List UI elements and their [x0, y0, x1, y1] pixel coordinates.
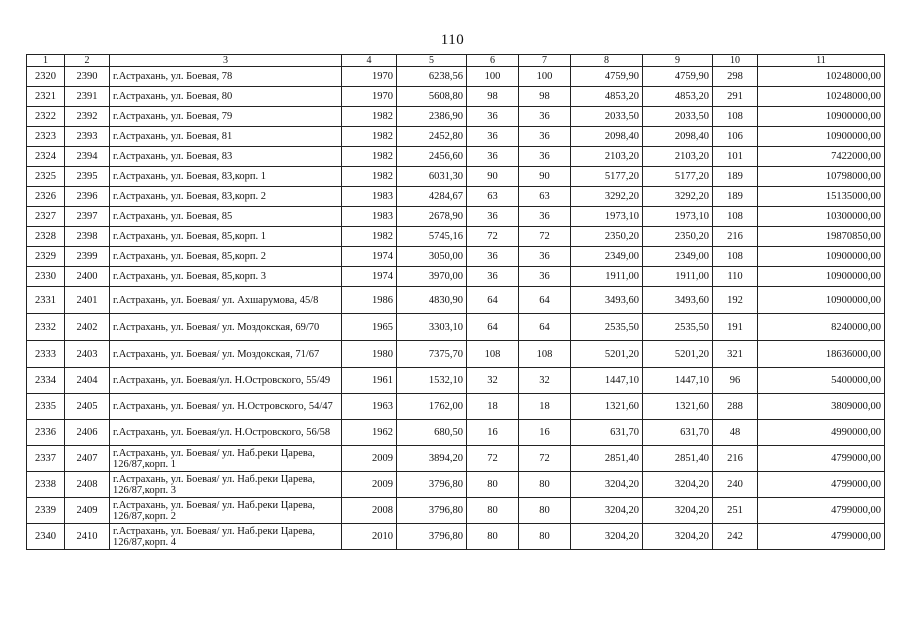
- total-area-cell: 2678,90: [397, 207, 467, 227]
- amount-cell: 10248000,00: [758, 87, 885, 107]
- row-number-cell: 2320: [27, 67, 65, 87]
- living-area-2-cell: 4853,20: [643, 87, 713, 107]
- apartments-count-cell: 72: [519, 446, 571, 472]
- table-row: [27, 227, 885, 247]
- row-number-cell: 2335: [27, 394, 65, 420]
- address-cell: г.Астрахань, ул. Боевая/ул. Н.Островского, 55/49: [110, 368, 342, 394]
- address-cell: г.Астрахань, ул. Боевая/ ул. Н.Островского, 54/47: [110, 394, 342, 420]
- residents-cell: 189: [713, 187, 758, 207]
- row-number-cell: 2328: [27, 227, 65, 247]
- row-number-cell: 2331: [27, 287, 65, 314]
- living-area-2-cell: 3493,60: [643, 287, 713, 314]
- total-area-cell: 7375,70: [397, 341, 467, 368]
- living-area-2-cell: 1321,60: [643, 394, 713, 420]
- registry-number-cell: 2391: [65, 87, 110, 107]
- table-row: [27, 341, 885, 368]
- table-row: [27, 107, 885, 127]
- residents-cell: 298: [713, 67, 758, 87]
- living-area-cell: 631,70: [571, 420, 643, 446]
- housing-registry-table: [26, 54, 885, 550]
- registry-number-cell: 2401: [65, 287, 110, 314]
- column-header: 6: [467, 55, 519, 67]
- table-row: [27, 207, 885, 227]
- living-area-cell: 1321,60: [571, 394, 643, 420]
- address-cell: г.Астрахань, ул. Боевая/ ул. Наб.реки Царева, 126/87,корп. 2: [110, 498, 342, 524]
- apartments-cell: 80: [467, 524, 519, 550]
- amount-cell: 4799000,00: [758, 524, 885, 550]
- apartments-cell: 36: [467, 107, 519, 127]
- registry-number-cell: 2407: [65, 446, 110, 472]
- address-cell: г.Астрахань, ул. Боевая, 81: [110, 127, 342, 147]
- residents-cell: 288: [713, 394, 758, 420]
- living-area-cell: 3493,60: [571, 287, 643, 314]
- address-cell: г.Астрахань, ул. Боевая, 85,корп. 1: [110, 227, 342, 247]
- apartments-count-cell: 36: [519, 127, 571, 147]
- year-cell: 1965: [342, 314, 397, 341]
- total-area-cell: 2452,80: [397, 127, 467, 147]
- apartments-cell: 100: [467, 67, 519, 87]
- year-cell: 1970: [342, 67, 397, 87]
- apartments-cell: 16: [467, 420, 519, 446]
- apartments-count-cell: 16: [519, 420, 571, 446]
- year-cell: 1961: [342, 368, 397, 394]
- row-number-cell: 2325: [27, 167, 65, 187]
- year-cell: 1970: [342, 87, 397, 107]
- registry-number-cell: 2405: [65, 394, 110, 420]
- registry-number-cell: 2394: [65, 147, 110, 167]
- living-area-2-cell: 3204,20: [643, 524, 713, 550]
- row-number-cell: 2336: [27, 420, 65, 446]
- year-cell: 1980: [342, 341, 397, 368]
- year-cell: 2009: [342, 446, 397, 472]
- living-area-cell: 3204,20: [571, 472, 643, 498]
- total-area-cell: 6031,30: [397, 167, 467, 187]
- residents-cell: 251: [713, 498, 758, 524]
- row-number-cell: 2337: [27, 446, 65, 472]
- registry-number-cell: 2406: [65, 420, 110, 446]
- living-area-cell: 1973,10: [571, 207, 643, 227]
- living-area-2-cell: 2103,20: [643, 147, 713, 167]
- column-header: 4: [342, 55, 397, 67]
- total-area-cell: 3796,80: [397, 498, 467, 524]
- apartments-cell: 36: [467, 247, 519, 267]
- apartments-cell: 108: [467, 341, 519, 368]
- column-header: 7: [519, 55, 571, 67]
- address-cell: г.Астрахань, ул. Боевая, 78: [110, 67, 342, 87]
- apartments-count-cell: 36: [519, 107, 571, 127]
- apartments-count-cell: 36: [519, 147, 571, 167]
- total-area-cell: 680,50: [397, 420, 467, 446]
- year-cell: 1982: [342, 167, 397, 187]
- residents-cell: 189: [713, 167, 758, 187]
- apartments-cell: 72: [467, 227, 519, 247]
- living-area-2-cell: 3292,20: [643, 187, 713, 207]
- row-number-cell: 2329: [27, 247, 65, 267]
- column-header: 1: [27, 55, 65, 67]
- row-number-cell: 2339: [27, 498, 65, 524]
- apartments-count-cell: 64: [519, 287, 571, 314]
- residents-cell: 101: [713, 147, 758, 167]
- address-cell: г.Астрахань, ул. Боевая, 83,корп. 2: [110, 187, 342, 207]
- apartments-count-cell: 80: [519, 472, 571, 498]
- address-cell: г.Астрахань, ул. Боевая/ ул. Ахшарумова, 45/8: [110, 287, 342, 314]
- total-area-cell: 2386,90: [397, 107, 467, 127]
- header-row: [27, 55, 885, 67]
- amount-cell: 10248000,00: [758, 67, 885, 87]
- year-cell: 1982: [342, 227, 397, 247]
- living-area-cell: 2033,50: [571, 107, 643, 127]
- table-row: [27, 67, 885, 87]
- year-cell: 1962: [342, 420, 397, 446]
- living-area-2-cell: 2535,50: [643, 314, 713, 341]
- amount-cell: 4799000,00: [758, 498, 885, 524]
- table-row: [27, 147, 885, 167]
- registry-number-cell: 2390: [65, 67, 110, 87]
- residents-cell: 191: [713, 314, 758, 341]
- table-row: [27, 368, 885, 394]
- table-row: [27, 267, 885, 287]
- year-cell: 1982: [342, 107, 397, 127]
- living-area-cell: 2851,40: [571, 446, 643, 472]
- apartments-cell: 80: [467, 498, 519, 524]
- registry-number-cell: 2398: [65, 227, 110, 247]
- total-area-cell: 6238,56: [397, 67, 467, 87]
- residents-cell: 108: [713, 247, 758, 267]
- total-area-cell: 4830,90: [397, 287, 467, 314]
- address-cell: г.Астрахань, ул. Боевая, 80: [110, 87, 342, 107]
- row-number-cell: 2338: [27, 472, 65, 498]
- row-number-cell: 2327: [27, 207, 65, 227]
- registry-number-cell: 2410: [65, 524, 110, 550]
- amount-cell: 4990000,00: [758, 420, 885, 446]
- year-cell: 1982: [342, 147, 397, 167]
- total-area-cell: 5745,16: [397, 227, 467, 247]
- table-row: [27, 314, 885, 341]
- column-header: 5: [397, 55, 467, 67]
- residents-cell: 291: [713, 87, 758, 107]
- address-cell: г.Астрахань, ул. Боевая, 83,корп. 1: [110, 167, 342, 187]
- column-header: 3: [110, 55, 342, 67]
- column-header: 10: [713, 55, 758, 67]
- apartments-count-cell: 80: [519, 524, 571, 550]
- apartments-cell: 64: [467, 314, 519, 341]
- year-cell: 1983: [342, 187, 397, 207]
- residents-cell: 110: [713, 267, 758, 287]
- living-area-2-cell: 5177,20: [643, 167, 713, 187]
- row-number-cell: 2326: [27, 187, 65, 207]
- registry-number-cell: 2397: [65, 207, 110, 227]
- apartments-count-cell: 108: [519, 341, 571, 368]
- residents-cell: 48: [713, 420, 758, 446]
- table-row: [27, 287, 885, 314]
- apartments-count-cell: 63: [519, 187, 571, 207]
- registry-number-cell: 2409: [65, 498, 110, 524]
- living-area-2-cell: 1911,00: [643, 267, 713, 287]
- total-area-cell: 3894,20: [397, 446, 467, 472]
- living-area-2-cell: 4759,90: [643, 67, 713, 87]
- address-cell: г.Астрахань, ул. Боевая, 85,корп. 3: [110, 267, 342, 287]
- apartments-cell: 63: [467, 187, 519, 207]
- total-area-cell: 4284,67: [397, 187, 467, 207]
- living-area-2-cell: 631,70: [643, 420, 713, 446]
- apartments-count-cell: 36: [519, 267, 571, 287]
- year-cell: 2010: [342, 524, 397, 550]
- address-cell: г.Астрахань, ул. Боевая/ ул. Наб.реки Царева, 126/87,корп. 1: [110, 446, 342, 472]
- living-area-2-cell: 3204,20: [643, 498, 713, 524]
- apartments-cell: 32: [467, 368, 519, 394]
- year-cell: 1963: [342, 394, 397, 420]
- registry-number-cell: 2400: [65, 267, 110, 287]
- living-area-cell: 4759,90: [571, 67, 643, 87]
- apartments-cell: 18: [467, 394, 519, 420]
- column-header: 8: [571, 55, 643, 67]
- apartments-cell: 64: [467, 287, 519, 314]
- living-area-2-cell: 5201,20: [643, 341, 713, 368]
- registry-number-cell: 2402: [65, 314, 110, 341]
- table-row: [27, 420, 885, 446]
- living-area-2-cell: 2349,00: [643, 247, 713, 267]
- table-row: [27, 394, 885, 420]
- address-cell: г.Астрахань, ул. Боевая, 79: [110, 107, 342, 127]
- living-area-cell: 2535,50: [571, 314, 643, 341]
- apartments-count-cell: 72: [519, 227, 571, 247]
- table-row: [27, 187, 885, 207]
- living-area-2-cell: 2033,50: [643, 107, 713, 127]
- living-area-2-cell: 2098,40: [643, 127, 713, 147]
- residents-cell: 192: [713, 287, 758, 314]
- amount-cell: 3809000,00: [758, 394, 885, 420]
- amount-cell: 15135000,00: [758, 187, 885, 207]
- living-area-2-cell: 2851,40: [643, 446, 713, 472]
- residents-cell: 96: [713, 368, 758, 394]
- registry-number-cell: 2396: [65, 187, 110, 207]
- row-number-cell: 2321: [27, 87, 65, 107]
- year-cell: 1982: [342, 127, 397, 147]
- address-cell: г.Астрахань, ул. Боевая, 85: [110, 207, 342, 227]
- amount-cell: 10900000,00: [758, 267, 885, 287]
- apartments-cell: 80: [467, 472, 519, 498]
- row-number-cell: 2330: [27, 267, 65, 287]
- residents-cell: 108: [713, 207, 758, 227]
- apartments-count-cell: 32: [519, 368, 571, 394]
- apartments-count-cell: 18: [519, 394, 571, 420]
- living-area-cell: 3292,20: [571, 187, 643, 207]
- year-cell: 1974: [342, 247, 397, 267]
- residents-cell: 216: [713, 227, 758, 247]
- living-area-cell: 1911,00: [571, 267, 643, 287]
- registry-number-cell: 2404: [65, 368, 110, 394]
- residents-cell: 321: [713, 341, 758, 368]
- apartments-count-cell: 90: [519, 167, 571, 187]
- registry-number-cell: 2392: [65, 107, 110, 127]
- year-cell: 1974: [342, 267, 397, 287]
- living-area-cell: 3204,20: [571, 524, 643, 550]
- registry-number-cell: 2399: [65, 247, 110, 267]
- address-cell: г.Астрахань, ул. Боевая, 83: [110, 147, 342, 167]
- address-cell: г.Астрахань, ул. Боевая/ ул. Наб.реки Царева, 126/87,корп. 4: [110, 524, 342, 550]
- table-row: [27, 472, 885, 498]
- year-cell: 2008: [342, 498, 397, 524]
- table-row: [27, 498, 885, 524]
- living-area-cell: 2350,20: [571, 227, 643, 247]
- living-area-2-cell: 1447,10: [643, 368, 713, 394]
- apartments-cell: 90: [467, 167, 519, 187]
- row-number-cell: 2322: [27, 107, 65, 127]
- page-number: 110: [440, 32, 465, 48]
- residents-cell: 106: [713, 127, 758, 147]
- amount-cell: 18636000,00: [758, 341, 885, 368]
- year-cell: 1986: [342, 287, 397, 314]
- table-row: [27, 87, 885, 107]
- registry-number-cell: 2403: [65, 341, 110, 368]
- residents-cell: 240: [713, 472, 758, 498]
- apartments-cell: 98: [467, 87, 519, 107]
- living-area-2-cell: 2350,20: [643, 227, 713, 247]
- living-area-cell: 4853,20: [571, 87, 643, 107]
- registry-number-cell: 2408: [65, 472, 110, 498]
- address-cell: г.Астрахань, ул. Боевая/ ул. Моздокская, 69/70: [110, 314, 342, 341]
- living-area-cell: 1447,10: [571, 368, 643, 394]
- column-header: 2: [65, 55, 110, 67]
- column-header: 11: [758, 55, 885, 67]
- apartments-cell: 36: [467, 127, 519, 147]
- amount-cell: 10900000,00: [758, 247, 885, 267]
- living-area-cell: 3204,20: [571, 498, 643, 524]
- table-row: [27, 524, 885, 550]
- residents-cell: 242: [713, 524, 758, 550]
- amount-cell: 10300000,00: [758, 207, 885, 227]
- amount-cell: 5400000,00: [758, 368, 885, 394]
- apartments-cell: 36: [467, 207, 519, 227]
- year-cell: 1983: [342, 207, 397, 227]
- residents-cell: 108: [713, 107, 758, 127]
- apartments-count-cell: 100: [519, 67, 571, 87]
- total-area-cell: 3796,80: [397, 524, 467, 550]
- address-cell: г.Астрахань, ул. Боевая/ул. Н.Островского, 56/58: [110, 420, 342, 446]
- total-area-cell: 3050,00: [397, 247, 467, 267]
- registry-number-cell: 2395: [65, 167, 110, 187]
- total-area-cell: 3796,80: [397, 472, 467, 498]
- living-area-cell: 5177,20: [571, 167, 643, 187]
- registry-number-cell: 2393: [65, 127, 110, 147]
- apartments-count-cell: 36: [519, 247, 571, 267]
- total-area-cell: 5608,80: [397, 87, 467, 107]
- table-row: [27, 247, 885, 267]
- apartments-count-cell: 64: [519, 314, 571, 341]
- amount-cell: 4799000,00: [758, 446, 885, 472]
- apartments-cell: 72: [467, 446, 519, 472]
- apartments-cell: 36: [467, 147, 519, 167]
- living-area-cell: 2098,40: [571, 127, 643, 147]
- amount-cell: 8240000,00: [758, 314, 885, 341]
- residents-cell: 216: [713, 446, 758, 472]
- amount-cell: 10900000,00: [758, 287, 885, 314]
- row-number-cell: 2324: [27, 147, 65, 167]
- total-area-cell: 1532,10: [397, 368, 467, 394]
- apartments-count-cell: 80: [519, 498, 571, 524]
- table-row: [27, 446, 885, 472]
- amount-cell: 10900000,00: [758, 107, 885, 127]
- living-area-2-cell: 1973,10: [643, 207, 713, 227]
- apartments-count-cell: 36: [519, 207, 571, 227]
- row-number-cell: 2323: [27, 127, 65, 147]
- address-cell: г.Астрахань, ул. Боевая, 85,корп. 2: [110, 247, 342, 267]
- amount-cell: 4799000,00: [758, 472, 885, 498]
- row-number-cell: 2340: [27, 524, 65, 550]
- living-area-cell: 5201,20: [571, 341, 643, 368]
- amount-cell: 19870850,00: [758, 227, 885, 247]
- living-area-cell: 2349,00: [571, 247, 643, 267]
- apartments-count-cell: 98: [519, 87, 571, 107]
- address-cell: г.Астрахань, ул. Боевая/ ул. Наб.реки Царева, 126/87,корп. 3: [110, 472, 342, 498]
- amount-cell: 7422000,00: [758, 147, 885, 167]
- living-area-cell: 2103,20: [571, 147, 643, 167]
- total-area-cell: 1762,00: [397, 394, 467, 420]
- table-row: [27, 127, 885, 147]
- total-area-cell: 3303,10: [397, 314, 467, 341]
- table-row: [27, 167, 885, 187]
- total-area-cell: 3970,00: [397, 267, 467, 287]
- year-cell: 2009: [342, 472, 397, 498]
- amount-cell: 10798000,00: [758, 167, 885, 187]
- column-header: 9: [643, 55, 713, 67]
- total-area-cell: 2456,60: [397, 147, 467, 167]
- row-number-cell: 2334: [27, 368, 65, 394]
- address-cell: г.Астрахань, ул. Боевая/ ул. Моздокская, 71/67: [110, 341, 342, 368]
- living-area-2-cell: 3204,20: [643, 472, 713, 498]
- apartments-cell: 36: [467, 267, 519, 287]
- amount-cell: 10900000,00: [758, 127, 885, 147]
- row-number-cell: 2332: [27, 314, 65, 341]
- row-number-cell: 2333: [27, 341, 65, 368]
